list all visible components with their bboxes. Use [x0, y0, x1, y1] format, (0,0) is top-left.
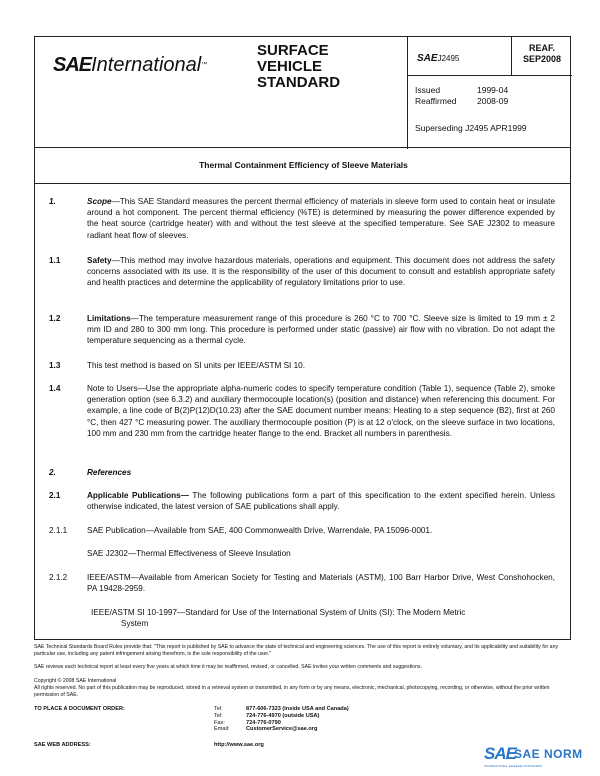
section-heading: Scope	[87, 197, 112, 206]
web-label-text: SAE WEB ADDRESS:	[34, 742, 91, 748]
sae-international-logo	[53, 55, 207, 75]
section-text	[87, 196, 555, 241]
footer-review: SAE reviews each technical report at least every five years at which time it may be reaffirmed, revised, or cancelled. SAE invites your written comments and suggestions.	[34, 664, 422, 670]
reference-ieee-astm-si10	[91, 607, 465, 629]
sae-norm-logo-mark: SAE	[484, 744, 516, 763]
section-body: SAE Publication—Available from SAE, 400 Commonwealth Drive, Warrendale, PA 15096-0001.	[87, 526, 433, 535]
web-address-link[interactable]: http://www.sae.org	[214, 742, 264, 748]
reaf-date: SEP2008	[522, 54, 562, 64]
superseding-note: Superseding J2495 APR1999	[415, 123, 527, 133]
title-line-3: STANDARD	[257, 74, 341, 91]
issued-label: Issued	[415, 85, 441, 95]
reaffirmed-value: 2008-09	[477, 96, 509, 106]
reaffirmation-box	[513, 43, 571, 65]
section-heading: Limitations	[87, 314, 131, 323]
web-label	[34, 742, 91, 749]
section-number: 2.1.1	[49, 526, 68, 535]
issued-value: 1999-04	[477, 85, 509, 95]
contact-labels	[214, 706, 230, 733]
section-body: —This SAE Standard measures the percent thermal efficiency of materials in sleeve form used to contain heat or insulate around a hot component. The percent thermal efficiency (%TE) is determined by measuring the power difference expended by the heat source (cartridge heater) with and without the test sleeve at the specified temperature. See SAE J2302 to measure radiant heat flow of sleeves.	[87, 197, 555, 240]
reference-line-2: System	[121, 619, 149, 629]
footer-copyright: Copyright © 2008 SAE International	[34, 678, 117, 684]
section-body: —This method may involve hazardous materials, operations and equipment. This document does not address the safety concerns associated with its use. It is the responsibility of the user of this document to consult and establish appropriate safety and health practices and determine the applicability of regulatory limitations prior to use.	[87, 256, 555, 288]
sae-norm-tagline: INTERNATIONAL ●●●●●●●● STANDARDS	[484, 764, 543, 768]
web-address	[214, 742, 264, 749]
section-number: 2.1.2	[49, 573, 68, 582]
section-number: 2.	[49, 468, 56, 477]
order-label-text: TO PLACE A DOCUMENT ORDER:	[34, 706, 125, 712]
fax-label: Fax:	[214, 719, 225, 726]
logo-sae: SAE	[53, 54, 92, 76]
section-number: 1.	[49, 197, 56, 206]
standard-type-title	[257, 43, 340, 91]
section-body: —The temperature measurement range of this procedure is 260 °C to 700 °C. Sleeve size is limited to 19 mm ± 2 mm ID and 280 to 300 mm long. This procedure is performed under static (passive) air flow with no vibration. Do not adapt the temperature sequencing as a thermal cycle.	[87, 314, 555, 346]
standard-header	[34, 36, 571, 148]
email-label: Email:	[214, 726, 230, 733]
reference-line-1: IEEE/ASTM SI 10-1997—Standard for Use of the International System of Units (SI): The Modern Metric	[91, 608, 466, 617]
document-body	[34, 184, 571, 640]
section-number: 1.2	[49, 314, 61, 323]
email-value[interactable]: CustomerService@sae.org	[246, 726, 318, 733]
section-number: 1.1	[49, 256, 61, 265]
fax-value: 724-776-0790	[246, 719, 281, 726]
section-number: 2.1	[49, 491, 61, 500]
section-text	[87, 490, 555, 512]
issue-dates	[415, 85, 508, 107]
section-heading: References	[87, 468, 132, 477]
footer-rules: SAE Technical Standards Board Rules provide that: "This report is published by SAE to advance the state of technical and engineering sciences. The use of this report is entirely voluntary, and its applicability and suitability for any particular use, including any patent infringement arising therefrom, is the sole responsibility of the user."	[34, 644, 559, 657]
section-heading: Applicable Publications—	[87, 491, 189, 500]
contact-values	[246, 706, 349, 733]
doc-prefix: SAE	[417, 53, 438, 64]
tel2-value: 724-776-4970 (outside USA)	[246, 712, 320, 719]
document-title-box	[34, 148, 571, 184]
tel-label: Tel:	[214, 706, 223, 712]
header-divider-vertical	[407, 37, 408, 149]
doc-number-value: J2495	[437, 54, 460, 63]
logo-international: International	[91, 54, 202, 76]
order-label	[34, 706, 125, 713]
title-line-1: SURFACE	[257, 42, 329, 59]
document-title: Thermal Containment Efficiency of Sleeve Materials	[199, 160, 408, 170]
sae-norm-logo-text: SAE NORM	[514, 747, 583, 761]
reaffirmed-label: Reaffirmed	[415, 96, 457, 106]
section-text	[87, 467, 555, 478]
section-body: This test method is based on SI units per IEEE/ASTM SI 10.	[87, 361, 305, 370]
document-number	[417, 53, 459, 64]
tel2-label: Tel:	[214, 712, 223, 719]
header-divider-horizontal	[407, 75, 572, 76]
section-heading: Safety	[87, 256, 112, 265]
footer-rights: All rights reserved. No part of this publication may be reproduced, stored in a retrieval system or transmitted, in any form or by any means, electronic, mechanical, photocopying, recording, or otherwise, without the prior written permission of SAE.	[34, 685, 550, 698]
section-text	[87, 255, 555, 289]
sae-norm-brand	[484, 744, 583, 768]
section-number: 1.4	[49, 384, 61, 393]
section-body: The following publications form a part of this specification to the extent specified herein. Unless otherwise indicated, the latest version of SAE publications shall apply.	[87, 491, 555, 512]
reaf-label: REAF.	[528, 43, 555, 53]
section-text	[87, 313, 555, 347]
logo-cell	[35, 37, 245, 87]
tel-value: 877-606-7323 (inside USA and Canada)	[246, 706, 349, 712]
header-divider-vertical-2	[511, 37, 512, 75]
logo-trademark: ™	[201, 62, 208, 68]
title-line-2: VEHICLE	[257, 58, 323, 75]
section-number: 1.3	[49, 361, 61, 370]
reference-sae-j2302: SAE J2302—Thermal Effectiveness of Sleeve Insulation	[87, 549, 291, 558]
section-body: IEEE/ASTM—Available from American Society for Testing and Materials (ASTM), 100 Barr Harbor Drive, West Conshohocken, PA 19428-2959.	[87, 573, 555, 594]
section-body: Note to Users—Use the appropriate alpha-numeric codes to specify temperature condition (Table 1), sequence (Table 2), smoke generation option (see 6.3.2) and auxiliary thermocouple location(s) (position and distance) when referencing this document. For example, a line code of B(2)P(12)D(10.23) after the SAE document number means: Heating to a step sequence (B2), first at 260 °C, then 427 °C measuring power. The auxiliary thermocouple position (P) is at 12 o'clock, on the sleeve surface in two locations, 100 mm and 230 mm from the cartridge heater flange to the end. Bracket all numbers in parenthesis.	[87, 384, 555, 438]
